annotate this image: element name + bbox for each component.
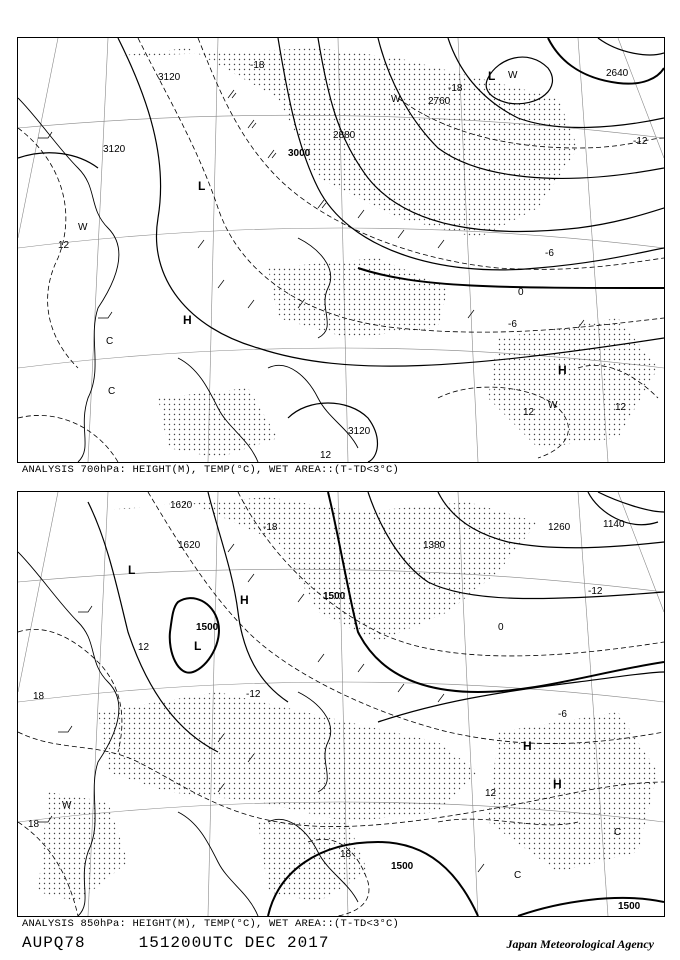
cold-center: C xyxy=(108,386,116,397)
cold-center: C xyxy=(514,870,522,881)
height-label: 3120 xyxy=(348,426,371,437)
low-center: L xyxy=(194,639,202,653)
map-850hpa-graphic xyxy=(18,492,664,916)
temp-label: 12 xyxy=(320,450,332,461)
height-label: 1500 xyxy=(323,591,346,602)
temp-label: 12 xyxy=(615,402,627,413)
temp-label: -12 xyxy=(633,136,648,147)
warm-center: W xyxy=(78,222,88,233)
high-center: H xyxy=(553,777,562,791)
height-label: 2880 xyxy=(333,130,356,141)
temp-label: 0 xyxy=(498,622,504,633)
wet-area-stipple xyxy=(98,48,658,458)
temp-label: 12 xyxy=(58,240,70,251)
temp-label: 12 xyxy=(523,407,535,418)
temp-label: -6 xyxy=(558,709,567,720)
high-center: H xyxy=(183,313,192,327)
low-center: L xyxy=(488,69,496,83)
height-label: 1620 xyxy=(178,540,201,551)
valid-time: 151200UTC DEC 2017 xyxy=(138,934,330,952)
temp-label: -6 xyxy=(545,248,554,259)
warm-center: W xyxy=(508,70,518,81)
wet-area-stipple xyxy=(38,497,658,902)
height-label: 3000 xyxy=(288,148,311,159)
map-panel-700hpa xyxy=(17,37,665,463)
temp-label: 18 xyxy=(340,849,352,860)
height-label: 1140 xyxy=(603,519,625,530)
height-label: 3120 xyxy=(103,144,126,155)
low-center: L xyxy=(198,179,206,193)
map-700hpa-graphic xyxy=(18,38,664,462)
height-label: 1500 xyxy=(618,901,641,912)
warm-center: W xyxy=(548,400,558,411)
panel-caption-700hpa: ANALYSIS 700hPa: HEIGHT(M), TEMP(°C), WET AREA::(T-TD<3°C) xyxy=(22,464,400,476)
chart-identifier xyxy=(22,934,329,952)
temp-label: -12 xyxy=(588,586,603,597)
chart-code: AUPQ78 xyxy=(22,934,86,952)
low-center: L xyxy=(128,563,136,577)
temp-label: 18 xyxy=(28,819,40,830)
temp-label: 0 xyxy=(518,287,524,298)
height-label: 1500 xyxy=(391,861,414,872)
height-label: 1260 xyxy=(548,522,571,533)
map-panel-850hpa xyxy=(17,491,665,917)
temp-label: 12 xyxy=(138,642,150,653)
temp-label: -12 xyxy=(246,689,261,700)
temp-label: 18 xyxy=(33,691,45,702)
temp-label: -18 xyxy=(250,60,265,71)
high-center: H xyxy=(523,739,532,753)
height-label: 1380 xyxy=(423,540,446,551)
temp-label: -18 xyxy=(263,522,278,533)
height-label: 2640 xyxy=(606,68,629,79)
agency-credit: Japan Meteorological Agency xyxy=(506,937,654,951)
high-center: H xyxy=(558,363,567,377)
height-label: 2760 xyxy=(428,96,451,107)
height-label: 1620 xyxy=(170,500,193,511)
warm-center: W xyxy=(391,94,401,105)
height-label: 1500 xyxy=(196,622,219,633)
temp-label: 12 xyxy=(485,788,497,799)
high-center: H xyxy=(240,593,249,607)
warm-center: W xyxy=(62,800,72,811)
temp-label: -18 xyxy=(448,83,463,94)
temp-label: -6 xyxy=(508,319,517,330)
cold-center: C xyxy=(106,336,114,347)
height-label: 3120 xyxy=(158,72,181,83)
cold-center: C xyxy=(614,827,622,838)
panel-caption-850hpa: ANALYSIS 850hPa: HEIGHT(M), TEMP(°C), WET AREA::(T-TD<3°C) xyxy=(22,918,400,930)
